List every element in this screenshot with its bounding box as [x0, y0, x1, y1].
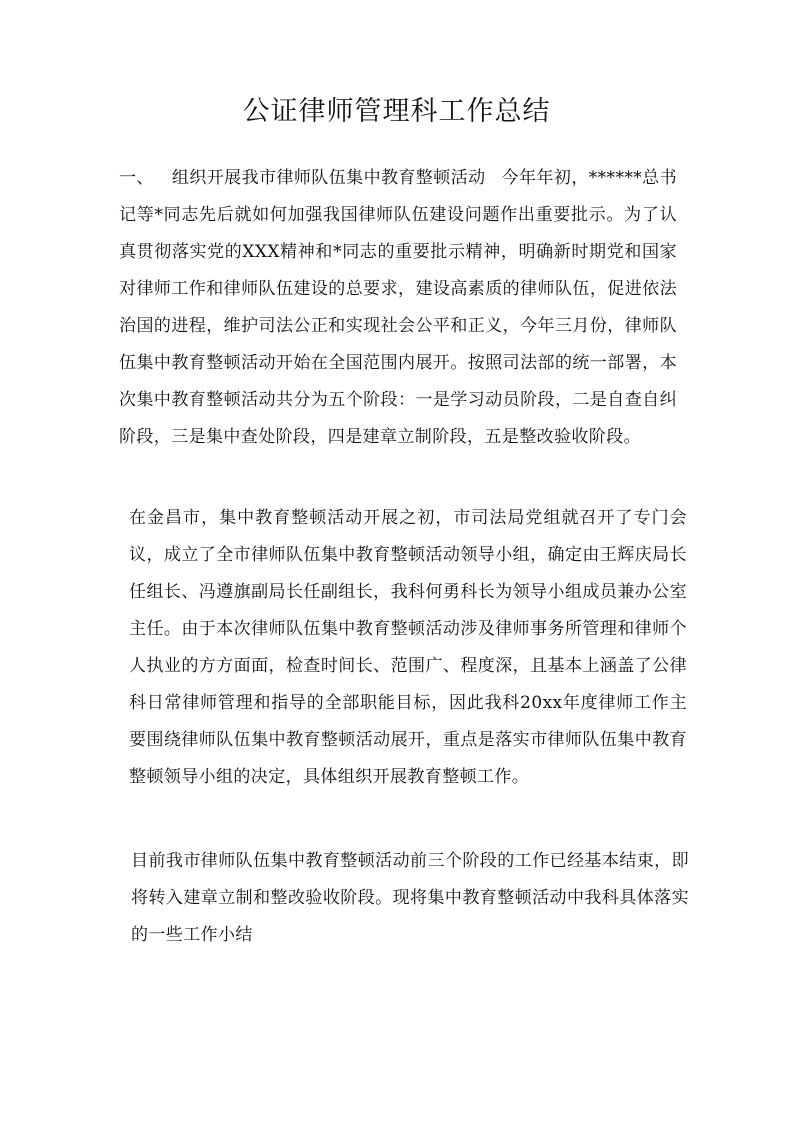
- section-1-paragraph: [119, 160, 677, 456]
- section-1-heading: 组织开展我市律师队伍集中教育整顿活动: [171, 168, 486, 188]
- document-title: 公证律师管理科工作总结: [242, 96, 551, 127]
- body-paragraph-3: 目前我市律师队伍集中教育整顿活动前三个阶段的工作已经基本结束，即将转入建章立制和整改验收阶段。现将集中教育整顿活动中我科具体落实的一些工作小结: [131, 851, 689, 945]
- section-1-text: 今年年初，******总书记等*同志先后就如何加强我国律师队伍建设问题作出重要批示。为了认真贯彻落实党的XXX精神和*同志的重要批示精神，明确新时期党和国家对律师工作和律师队伍建设的总要求，建设高素质的律师队伍，促进依法治国的进程，维护司法公正和实现社会公平和正义，今年三月份，律师队伍集中教育整顿活动开始在全国范围内展开。按照司法部的统一部署，本次集中教育整顿活动共分为五个阶段：一是学习动员阶段，二是自查自纠阶段，三是集中查处阶段，四是建章立制阶段，五是整改验收阶段。: [119, 168, 677, 447]
- section-1-number: 一、: [119, 168, 154, 188]
- body-paragraph-2: 在金昌市，集中教育整顿活动开展之初，市司法局党组就召开了专门会议，成立了全市律师队伍集中教育整顿活动领导小组，确定由王辉庆局长任组长、冯遵旗副局长任副组长，我科何勇科长为领导小组成员兼办公室主任。由于本次律师队伍集中教育整顿活动涉及律师事务所管理和律师个人执业的方方面面，检查时间长、范围广、程度深，且基本上涵盖了公律科日常律师管理和指导的全部职能目标，因此我科20xx年度律师工作主要围绕律师队伍集中教育整顿活动展开，重点是落实市律师队伍集中教育整顿领导小组的决定，具体组织开展教育整顿工作。: [129, 508, 687, 787]
